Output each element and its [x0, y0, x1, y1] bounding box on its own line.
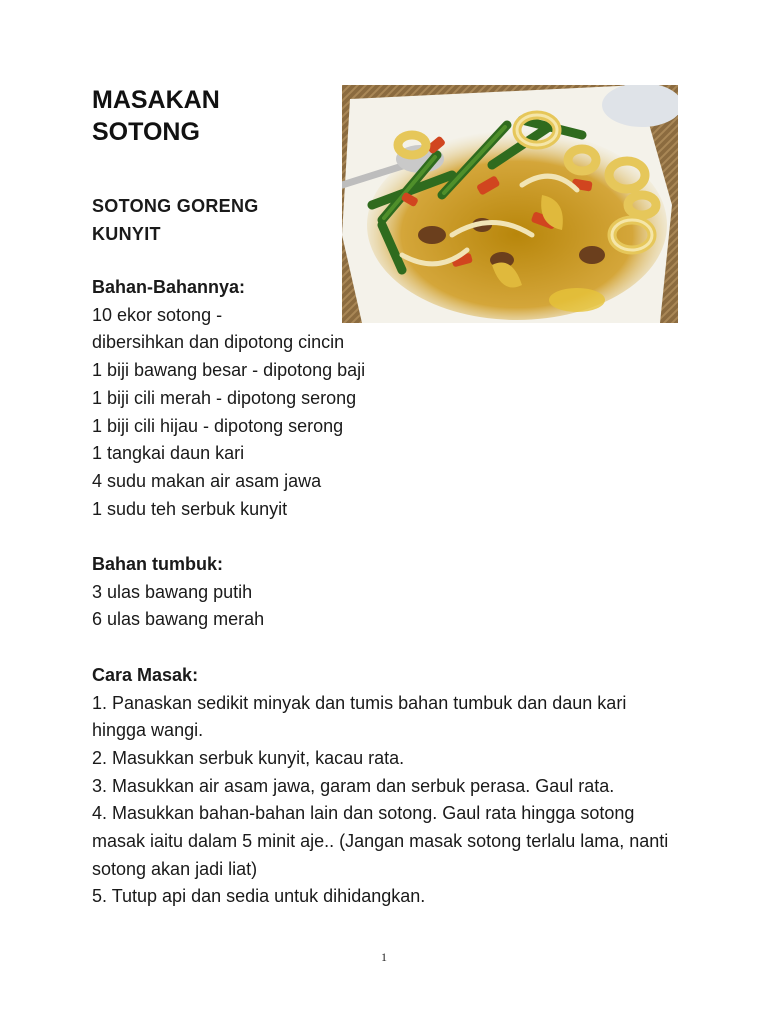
method-step: 4. Masukkan bahan-bahan lain dan sotong. Gaul rata hingga sotong masak iaitu dalam 5 minit aje.. (Jangan masak sotong terlalu lama, nanti sotong akan jadi liat): [92, 803, 669, 879]
title-line-1: MASAKAN: [92, 86, 220, 114]
recipe-body: [92, 274, 682, 911]
recipe-subtitle: [92, 192, 312, 248]
ingredient-item: 4 sudu makan air asam jawa: [92, 470, 322, 491]
ingredient-item: 10 ekor sotong -: [92, 304, 223, 325]
pounded-heading: Bahan tumbuk:: [92, 554, 224, 575]
ingredient-item: 1 biji bawang besar - dipotong baji: [92, 360, 366, 381]
ingredient-item: 1 biji cili hijau - dipotong serong: [92, 415, 344, 436]
subtitle-line-1: SOTONG GORENG: [92, 196, 259, 216]
ingredient-item: 1 tangkai daun kari: [92, 443, 245, 464]
page-number: 1: [381, 950, 387, 964]
method-step: 3. Masukkan air asam jawa, garam dan serbuk perasa. Gaul rata.: [92, 775, 615, 796]
method-step: 5. Tutup api dan sedia untuk dihidangkan.: [92, 886, 426, 907]
page-title: [92, 84, 322, 148]
section-spacer: [92, 523, 682, 551]
subtitle-line-2: KUNYIT: [92, 224, 161, 244]
ingredient-item: 1 biji cili merah - dipotong serong: [92, 387, 357, 408]
ingredients-heading: Bahan-Bahannya:: [92, 277, 246, 297]
ingredient-item: 1 sudu teh serbuk kunyit: [92, 498, 288, 519]
pounded-item: 6 ulas bawang merah: [92, 609, 265, 630]
section-spacer: [92, 634, 682, 662]
method-step: 2. Masukkan serbuk kunyit, kacau rata.: [92, 747, 405, 768]
method-heading: Cara Masak:: [92, 664, 199, 685]
pounded-item: 3 ulas bawang putih: [92, 581, 253, 602]
method-step: 1. Panaskan sedikit minyak dan tumis bahan tumbuk dan daun kari hingga wangi.: [92, 692, 627, 741]
title-line-2: SOTONG: [92, 118, 200, 146]
ingredient-item: dibersihkan dan dipotong cincin: [92, 332, 345, 353]
